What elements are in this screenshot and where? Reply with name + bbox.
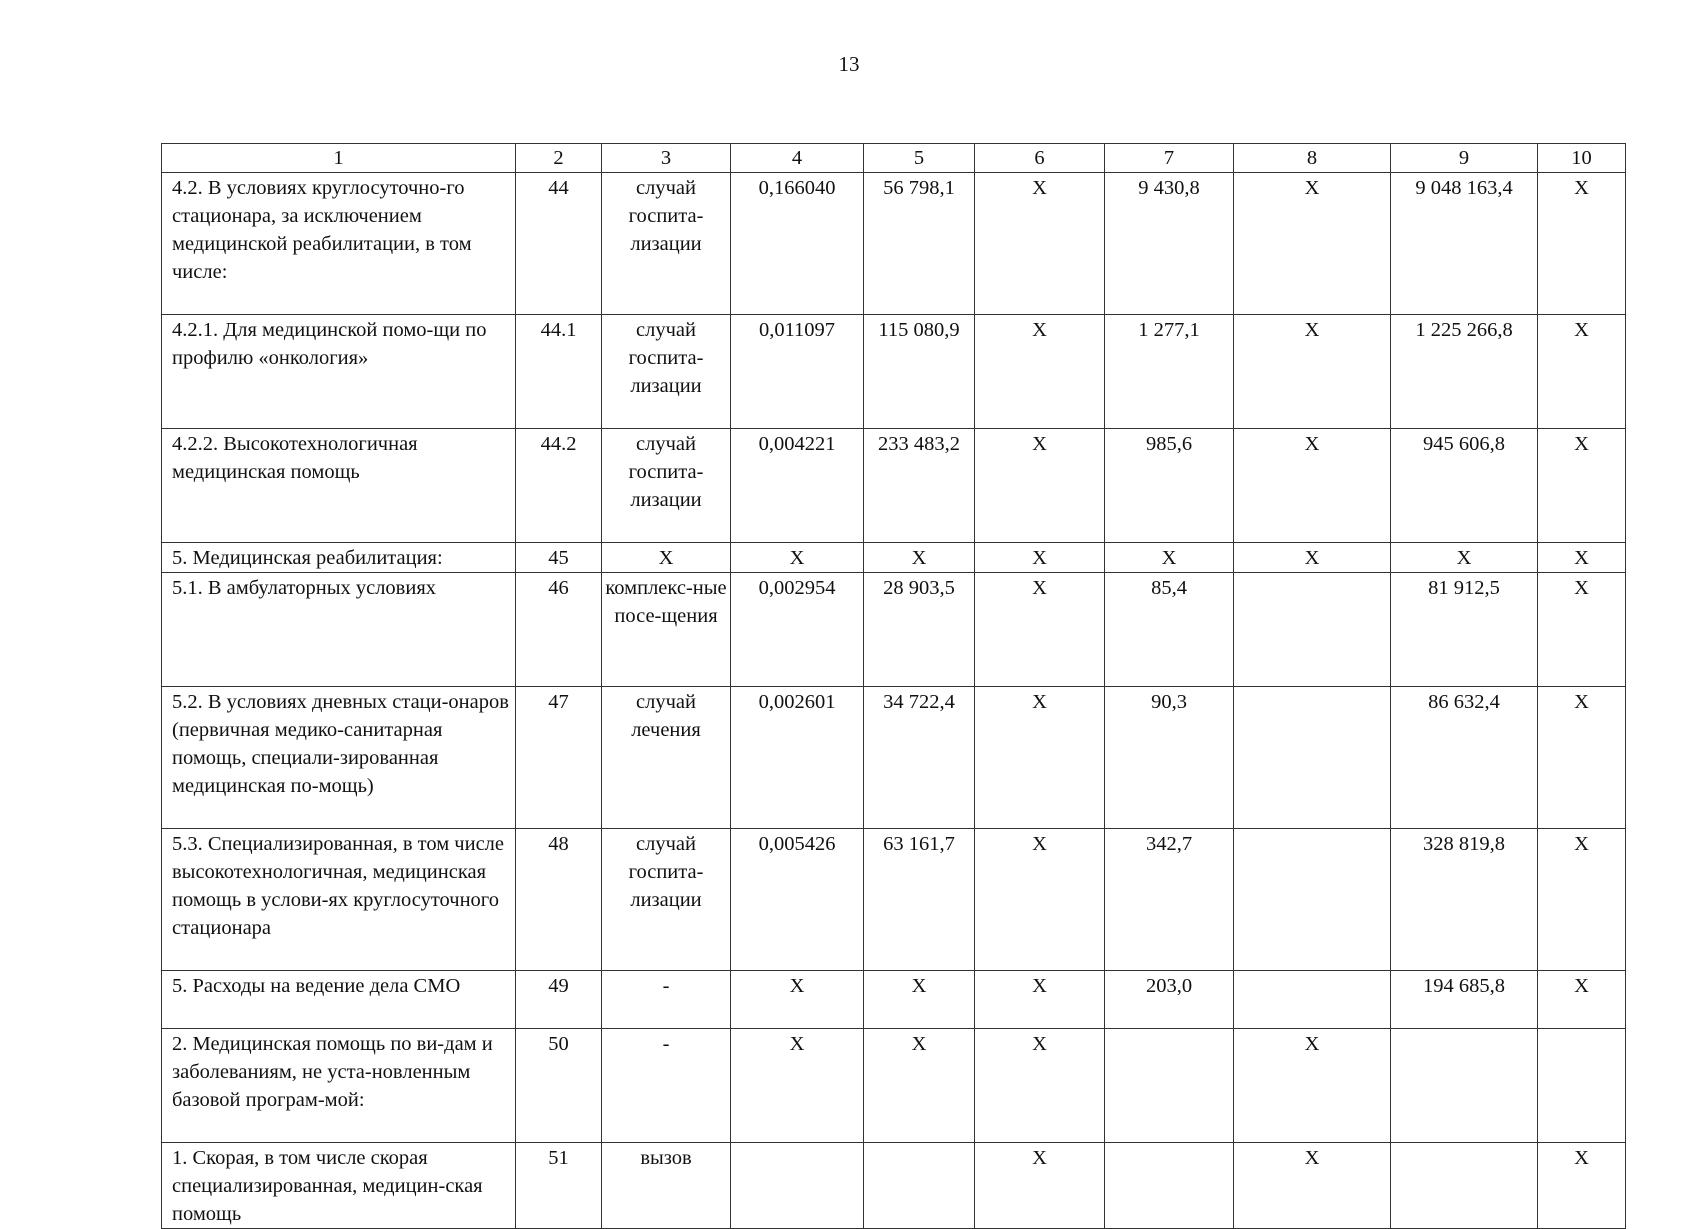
- column-number-header: 8: [1234, 144, 1391, 173]
- table-row: [162, 687, 1626, 829]
- row-value-cell: 0,004221: [731, 429, 864, 543]
- row-value-cell: X: [1234, 1143, 1391, 1229]
- row-value-cell: [1234, 971, 1391, 1029]
- row-value-cell: X: [975, 173, 1105, 315]
- table-row: [162, 315, 1626, 429]
- row-value-cell: 328 819,8: [1391, 829, 1538, 971]
- row-value-cell: [1234, 573, 1391, 687]
- row-value-cell: X: [975, 573, 1105, 687]
- row-value-cell: [1538, 1029, 1626, 1143]
- row-line-number-cell: 44: [516, 173, 602, 315]
- row-name-cell: 2. Медицинская помощь по ви-дам и заболеваниям, не уста-новленным базовой програм-мой:: [162, 1029, 516, 1143]
- row-value-cell: X: [1538, 429, 1626, 543]
- column-number-header: 7: [1105, 144, 1234, 173]
- row-value-cell: 203,0: [1105, 971, 1234, 1029]
- row-value-cell: [864, 1143, 975, 1229]
- row-value-cell: [1391, 1143, 1538, 1229]
- row-name-cell: 4.2. В условиях круглосуточно-го стационара, за исключением медицинской реабилитации, в том числе:: [162, 173, 516, 315]
- table-row: [162, 971, 1626, 1029]
- row-value-cell: X: [1538, 1143, 1626, 1229]
- row-value-cell: 194 685,8: [1391, 971, 1538, 1029]
- row-value-cell: [1105, 1143, 1234, 1229]
- table-header-row: [162, 144, 1626, 173]
- row-value-cell: 28 903,5: [864, 573, 975, 687]
- table-row: [162, 1143, 1626, 1229]
- row-value-cell: 0,011097: [731, 315, 864, 429]
- row-value-cell: X: [1234, 543, 1391, 573]
- row-value-cell: X: [1391, 543, 1538, 573]
- row-value-cell: 1 225 266,8: [1391, 315, 1538, 429]
- table-row: [162, 829, 1626, 971]
- row-value-cell: [1234, 687, 1391, 829]
- row-value-cell: X: [864, 1029, 975, 1143]
- row-name-cell: 5.1. В амбулаторных условиях: [162, 573, 516, 687]
- row-value-cell: X: [975, 429, 1105, 543]
- row-value-cell: 85,4: [1105, 573, 1234, 687]
- row-value-cell: 233 483,2: [864, 429, 975, 543]
- row-line-number-cell: 46: [516, 573, 602, 687]
- row-value-cell: 945 606,8: [1391, 429, 1538, 543]
- row-value-cell: 0,002954: [731, 573, 864, 687]
- row-value-cell: [1105, 1029, 1234, 1143]
- row-line-number-cell: 50: [516, 1029, 602, 1143]
- row-value-cell: 342,7: [1105, 829, 1234, 971]
- row-value-cell: X: [731, 971, 864, 1029]
- row-value-cell: 0,002601: [731, 687, 864, 829]
- row-value-cell: X: [975, 1143, 1105, 1229]
- row-line-number-cell: 45: [516, 543, 602, 573]
- table-row: [162, 543, 1626, 573]
- row-unit-cell: -: [602, 971, 731, 1029]
- column-number-header: 9: [1391, 144, 1538, 173]
- row-value-cell: X: [975, 315, 1105, 429]
- column-number-header: 1: [162, 144, 516, 173]
- row-line-number-cell: 48: [516, 829, 602, 971]
- row-unit-cell: вызов: [602, 1143, 731, 1229]
- row-name-cell: 4.2.1. Для медицинской помо-щи по профилю «онкология»: [162, 315, 516, 429]
- row-name-cell: 1. Скорая, в том числе скорая специализированная, медицин-ская помощь: [162, 1143, 516, 1229]
- row-value-cell: [1391, 1029, 1538, 1143]
- row-unit-cell: случай госпита-лизации: [602, 829, 731, 971]
- row-value-cell: 86 632,4: [1391, 687, 1538, 829]
- row-unit-cell: комплекс-ные посе-щения: [602, 573, 731, 687]
- row-name-cell: 5.2. В условиях дневных стаци-онаров (первичная медико-санитарная помощь, специали-зированная медицинская по-мощь): [162, 687, 516, 829]
- row-value-cell: 985,6: [1105, 429, 1234, 543]
- row-unit-cell: случай лечения: [602, 687, 731, 829]
- row-value-cell: [1234, 829, 1391, 971]
- row-name-cell: 5. Медицинская реабилитация:: [162, 543, 516, 573]
- row-unit-cell: X: [602, 543, 731, 573]
- row-value-cell: X: [1538, 687, 1626, 829]
- row-value-cell: 9 048 163,4: [1391, 173, 1538, 315]
- row-value-cell: X: [1538, 829, 1626, 971]
- row-name-cell: 5.3. Специализированная, в том числе высокотехнологичная, медицинская помощь в услови-ях круглосуточного стационара: [162, 829, 516, 971]
- row-value-cell: X: [731, 543, 864, 573]
- column-number-header: 10: [1538, 144, 1626, 173]
- page-number: 13: [838, 52, 860, 76]
- column-number-header: 2: [516, 144, 602, 173]
- row-value-cell: X: [1538, 173, 1626, 315]
- row-value-cell: X: [1538, 971, 1626, 1029]
- row-line-number-cell: 49: [516, 971, 602, 1029]
- row-value-cell: 9 430,8: [1105, 173, 1234, 315]
- row-name-cell: 4.2.2. Высокотехнологичная медицинская помощь: [162, 429, 516, 543]
- table-row: [162, 573, 1626, 687]
- table-row: [162, 173, 1626, 315]
- row-value-cell: 56 798,1: [864, 173, 975, 315]
- row-value-cell: X: [975, 829, 1105, 971]
- row-value-cell: 1 277,1: [1105, 315, 1234, 429]
- row-value-cell: X: [975, 687, 1105, 829]
- row-value-cell: X: [975, 971, 1105, 1029]
- row-value-cell: 115 080,9: [864, 315, 975, 429]
- row-value-cell: 90,3: [1105, 687, 1234, 829]
- row-value-cell: [731, 1143, 864, 1229]
- row-value-cell: X: [1538, 315, 1626, 429]
- row-value-cell: 81 912,5: [1391, 573, 1538, 687]
- table-row: [162, 429, 1626, 543]
- column-number-header: 3: [602, 144, 731, 173]
- row-value-cell: 0,005426: [731, 829, 864, 971]
- row-value-cell: X: [1538, 543, 1626, 573]
- row-value-cell: X: [1234, 429, 1391, 543]
- column-number-header: 5: [864, 144, 975, 173]
- row-unit-cell: случай госпита-лизации: [602, 315, 731, 429]
- row-value-cell: X: [1105, 543, 1234, 573]
- data-table: [161, 143, 1626, 1229]
- row-line-number-cell: 44.2: [516, 429, 602, 543]
- row-name-cell: 5. Расходы на ведение дела СМО: [162, 971, 516, 1029]
- row-value-cell: X: [1234, 1029, 1391, 1143]
- row-value-cell: X: [731, 1029, 864, 1143]
- row-unit-cell: случай госпита-лизации: [602, 429, 731, 543]
- row-value-cell: X: [864, 543, 975, 573]
- row-line-number-cell: 47: [516, 687, 602, 829]
- row-unit-cell: -: [602, 1029, 731, 1143]
- column-number-header: 6: [975, 144, 1105, 173]
- table-row: [162, 1029, 1626, 1143]
- row-line-number-cell: 51: [516, 1143, 602, 1229]
- row-value-cell: 63 161,7: [864, 829, 975, 971]
- row-value-cell: X: [1234, 173, 1391, 315]
- row-value-cell: 34 722,4: [864, 687, 975, 829]
- column-number-header: 4: [731, 144, 864, 173]
- row-value-cell: X: [975, 1029, 1105, 1143]
- row-line-number-cell: 44.1: [516, 315, 602, 429]
- row-value-cell: X: [864, 971, 975, 1029]
- row-value-cell: X: [975, 543, 1105, 573]
- row-value-cell: X: [1538, 573, 1626, 687]
- row-value-cell: 0,166040: [731, 173, 864, 315]
- row-value-cell: X: [1234, 315, 1391, 429]
- row-unit-cell: случай госпита-лизации: [602, 173, 731, 315]
